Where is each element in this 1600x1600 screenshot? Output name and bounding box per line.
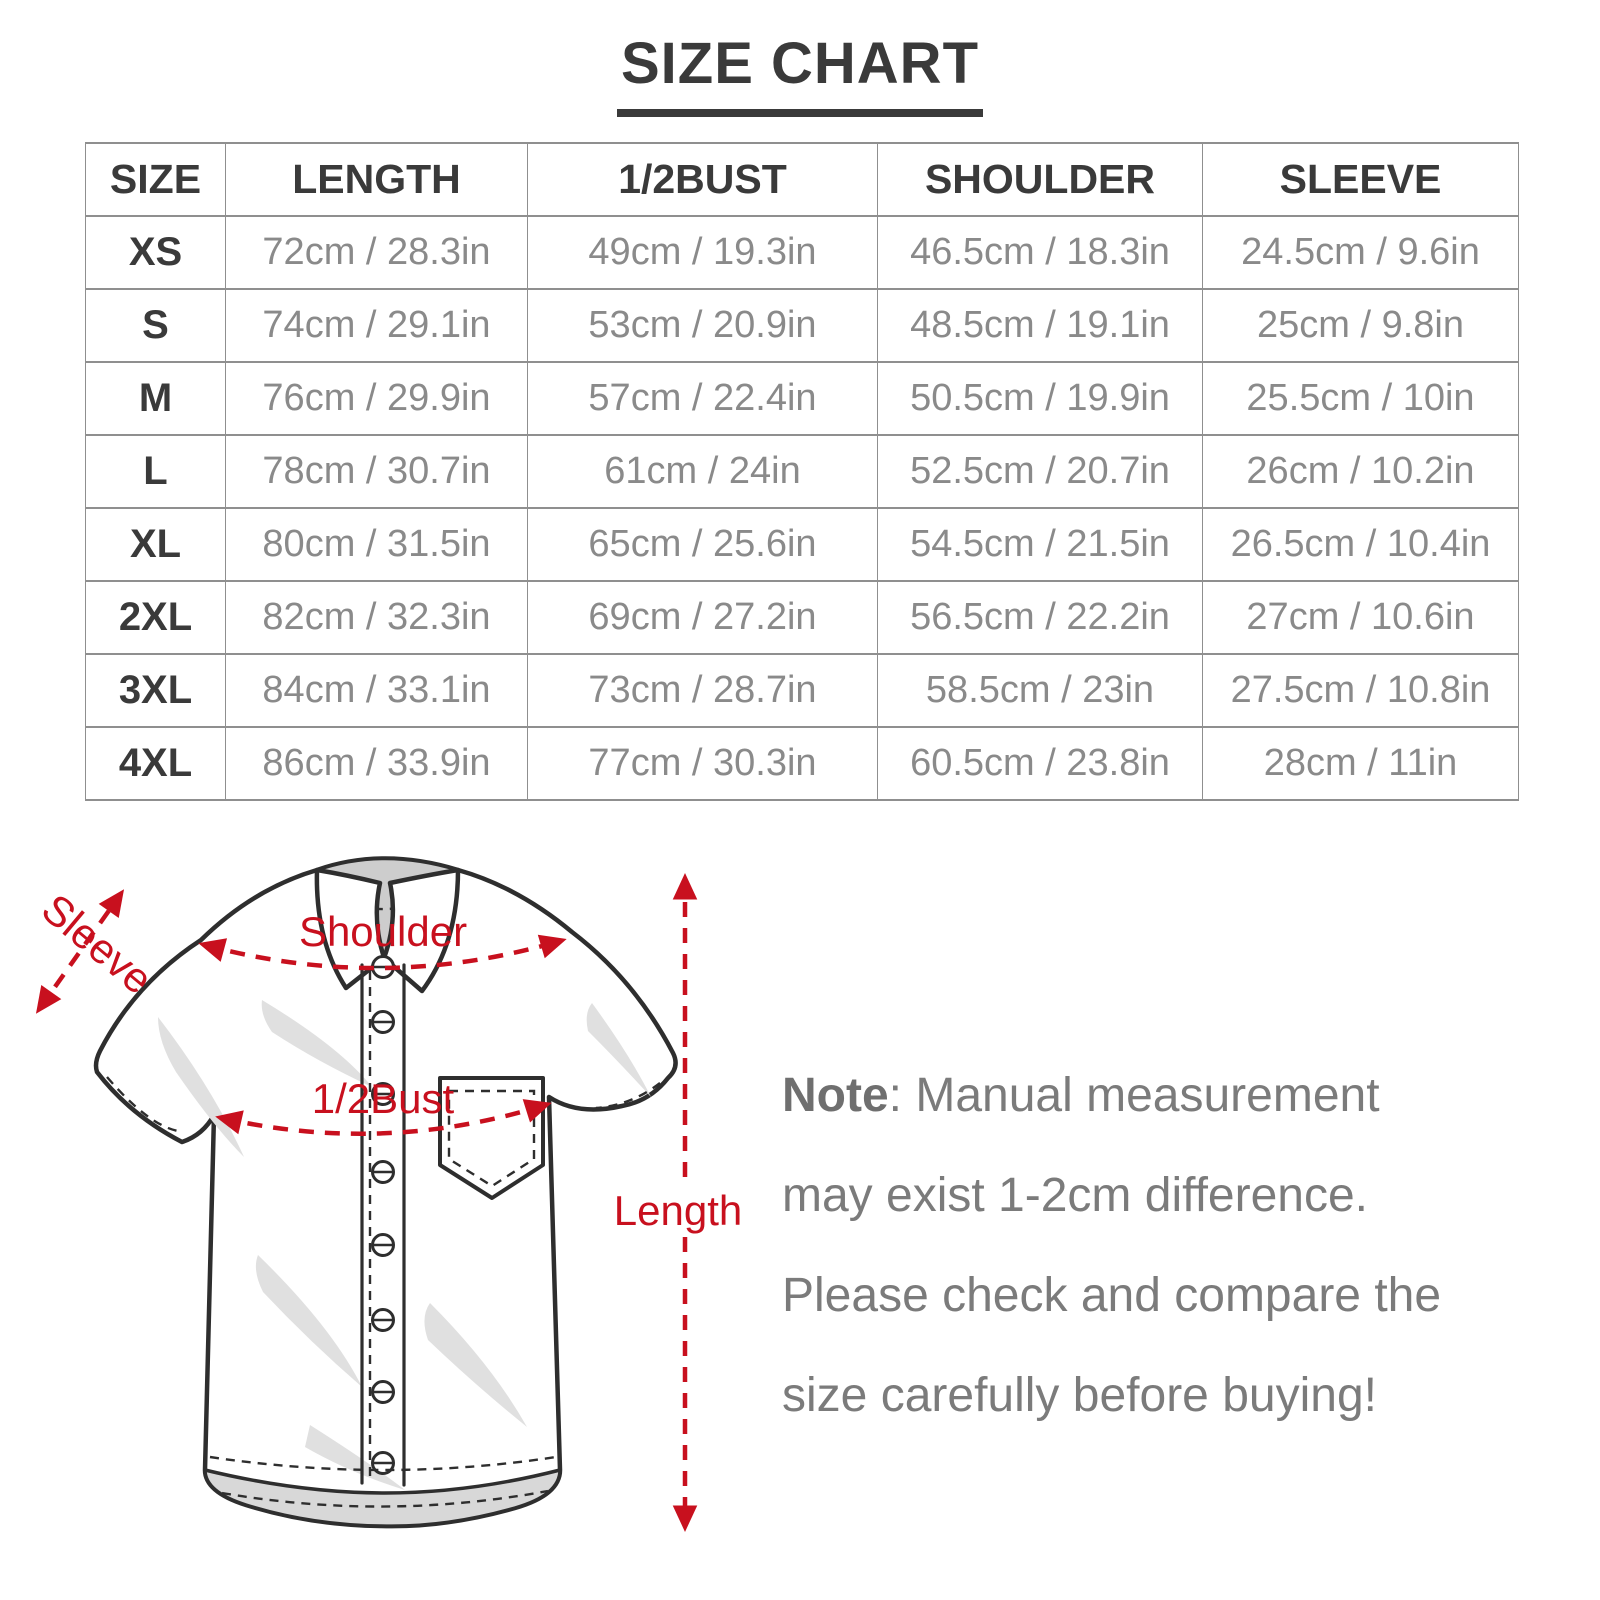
measurement-cell: 54.5cm / 21.5in: [878, 508, 1203, 581]
column-header-sleeve: SLEEVE: [1203, 143, 1519, 216]
measurement-cell: 27cm / 10.6in: [1203, 581, 1519, 654]
measurement-cell: 65cm / 25.6in: [528, 508, 878, 581]
measurement-cell: 25cm / 9.8in: [1203, 289, 1519, 362]
measurement-cell: 80cm / 31.5in: [226, 508, 528, 581]
measurement-cell: 82cm / 32.3in: [226, 581, 528, 654]
size-cell: S: [86, 289, 226, 362]
measurement-cell: 58.5cm / 23in: [878, 654, 1203, 727]
measurement-cell: 26.5cm / 10.4in: [1203, 508, 1519, 581]
size-cell: L: [86, 435, 226, 508]
size-cell: XL: [86, 508, 226, 581]
shirt-measurement-diagram: [10, 825, 790, 1595]
measurement-cell: 69cm / 27.2in: [528, 581, 878, 654]
measurement-cell: 76cm / 29.9in: [226, 362, 528, 435]
size-cell: M: [86, 362, 226, 435]
size-cell: 4XL: [86, 727, 226, 800]
length-label: Length: [613, 1187, 743, 1234]
table-row: [86, 435, 1519, 508]
halfbust-label: 1/2Bust: [311, 1075, 455, 1122]
note-label: Note: [782, 1069, 889, 1122]
size-cell: 3XL: [86, 654, 226, 727]
table-row: [86, 654, 1519, 727]
measurement-cell: 74cm / 29.1in: [226, 289, 528, 362]
measurement-cell: 60.5cm / 23.8in: [878, 727, 1203, 800]
button: [373, 1382, 394, 1403]
button: [373, 1012, 394, 1033]
sleeve-label: Sleeve: [33, 884, 162, 1004]
table-row: [86, 362, 1519, 435]
measurement-cell: 28cm / 11in: [1203, 727, 1519, 800]
size-cell: XS: [86, 216, 226, 289]
measurement-cell: 46.5cm / 18.3in: [878, 216, 1203, 289]
table-row: [86, 581, 1519, 654]
measurement-cell: 86cm / 33.9in: [226, 727, 528, 800]
measurement-cell: 25.5cm / 10in: [1203, 362, 1519, 435]
page-title: SIZE CHART: [617, 30, 983, 117]
shirt-illustration: [96, 859, 676, 1527]
measurement-cell: 73cm / 28.7in: [528, 654, 878, 727]
measurement-cell: 48.5cm / 19.1in: [878, 289, 1203, 362]
table-row: [86, 727, 1519, 800]
shoulder-label: Shoulder: [298, 908, 468, 955]
measurement-cell: 49cm / 19.3in: [528, 216, 878, 289]
button: [373, 1310, 394, 1331]
measurement-cell: 77cm / 30.3in: [528, 727, 878, 800]
measurement-cell: 53cm / 20.9in: [528, 289, 878, 362]
column-header-shoulder: SHOULDER: [878, 143, 1203, 216]
button: [373, 1162, 394, 1183]
note-text: : Manual measurement may exist 1-2cm difference. Please check and compare the size carefully before buying!: [782, 1069, 1442, 1422]
table-header-row: [86, 143, 1519, 216]
title-wrap: [0, 30, 1600, 117]
measurement-cell: 72cm / 28.3in: [226, 216, 528, 289]
measurement-cell: 56.5cm / 22.2in: [878, 581, 1203, 654]
column-header-size: SIZE: [86, 143, 226, 216]
size-table-body: [86, 216, 1519, 800]
measurement-cell: 84cm / 33.1in: [226, 654, 528, 727]
measurement-note: [782, 1046, 1482, 1446]
measurement-cell: 78cm / 30.7in: [226, 435, 528, 508]
column-header-length: LENGTH: [226, 143, 528, 216]
measurement-cell: 50.5cm / 19.9in: [878, 362, 1203, 435]
column-header-halfbust: 1/2BUST: [528, 143, 878, 216]
table-row: [86, 508, 1519, 581]
measurement-cell: 52.5cm / 20.7in: [878, 435, 1203, 508]
size-cell: 2XL: [86, 581, 226, 654]
size-table: [85, 142, 1519, 801]
button: [373, 1235, 394, 1256]
measurement-cell: 61cm / 24in: [528, 435, 878, 508]
measurement-cell: 57cm / 22.4in: [528, 362, 878, 435]
table-row: [86, 216, 1519, 289]
measurement-cell: 24.5cm / 9.6in: [1203, 216, 1519, 289]
measurement-cell: 27.5cm / 10.8in: [1203, 654, 1519, 727]
measurement-cell: 26cm / 10.2in: [1203, 435, 1519, 508]
table-row: [86, 289, 1519, 362]
